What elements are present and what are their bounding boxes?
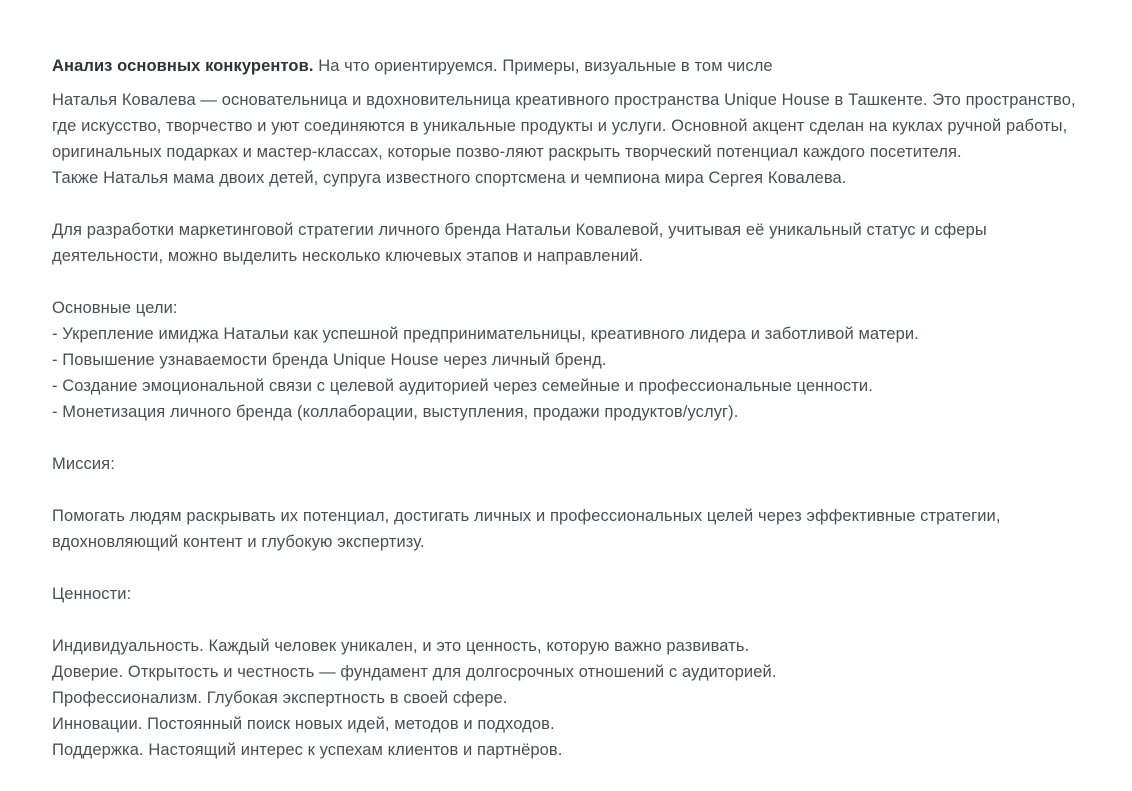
list-item-goal-2: - Повышение узнаваемости бренда Unique House через личный бренд. — [52, 350, 607, 369]
document-heading — [52, 53, 1080, 79]
section-title-goals: Основные цели: — [52, 298, 178, 317]
spacer — [52, 607, 1080, 633]
list-item-value-3: Профессионализм. Глубокая экспертность в своей сфере. — [52, 688, 508, 707]
list-item-value-1: Индивидуальность. Каждый человек уникален, и это ценность, которую важно развивать. — [52, 636, 750, 655]
list-item-value-5: Поддержка. Настоящий интерес к успехам клиентов и партнёров. — [52, 740, 563, 759]
list-item-goal-1: - Укрепление имиджа Натальи как успешной предпринимательницы, креативного лидера и заботливой матери. — [52, 324, 919, 343]
heading-rest: На что ориентируемся. Примеры, визуальные в том числе — [313, 56, 773, 75]
spacer — [52, 191, 1080, 217]
section-title-values: Ценности: — [52, 584, 132, 603]
spacer — [52, 269, 1080, 295]
spacer — [52, 425, 1080, 451]
paragraph-intro: Наталья Ковалева — основательница и вдохновительница креативного пространства Unique House в Ташкенте. Это пространство, где искусство, творчество и уют соединяются в уникальные продукты и услуги. Основной акцент сделан на куклах ручной работы, оригинальных подарках и мастер-классах, которые позво-ляют раскрыть творческий потенциал каждого посетителя. — [52, 90, 1076, 161]
paragraph-mission: Помогать людям раскрывать их потенциал, достигать личных и профессиональных целей через эффективные стратегии, вдохновляющий контент и глубокую экспертизу. — [52, 506, 1001, 551]
list-item-goal-4: - Монетизация личного бренда (коллаборации, выступления, продажи продуктов/услуг). — [52, 402, 739, 421]
list-item-goal-3: - Создание эмоциональной связи с целевой аудиторией через семейные и профессиональные ценности. — [52, 376, 873, 395]
heading-lead: Анализ основных конкурентов. — [52, 56, 314, 75]
paragraph-strategy: Для разработки маркетинговой стратегии личного бренда Натальи Ковалевой, учитывая её уникальный статус и сферы деятельности, можно выделить несколько ключевых этапов и направлений. — [52, 220, 987, 265]
list-item-value-2: Доверие. Открытость и честность — фундамент для долгосрочных отношений с аудиторией. — [52, 662, 777, 681]
document-body — [52, 53, 1080, 763]
spacer — [52, 555, 1080, 581]
spacer — [52, 477, 1080, 503]
list-item-value-4: Инновации. Постоянный поиск новых идей, методов и подходов. — [52, 714, 555, 733]
paragraph-family: Также Наталья мама двоих детей, супруга известного спортсмена и чемпиона мира Сергея Ковалева. — [52, 168, 847, 187]
section-title-mission: Миссия: — [52, 454, 115, 473]
